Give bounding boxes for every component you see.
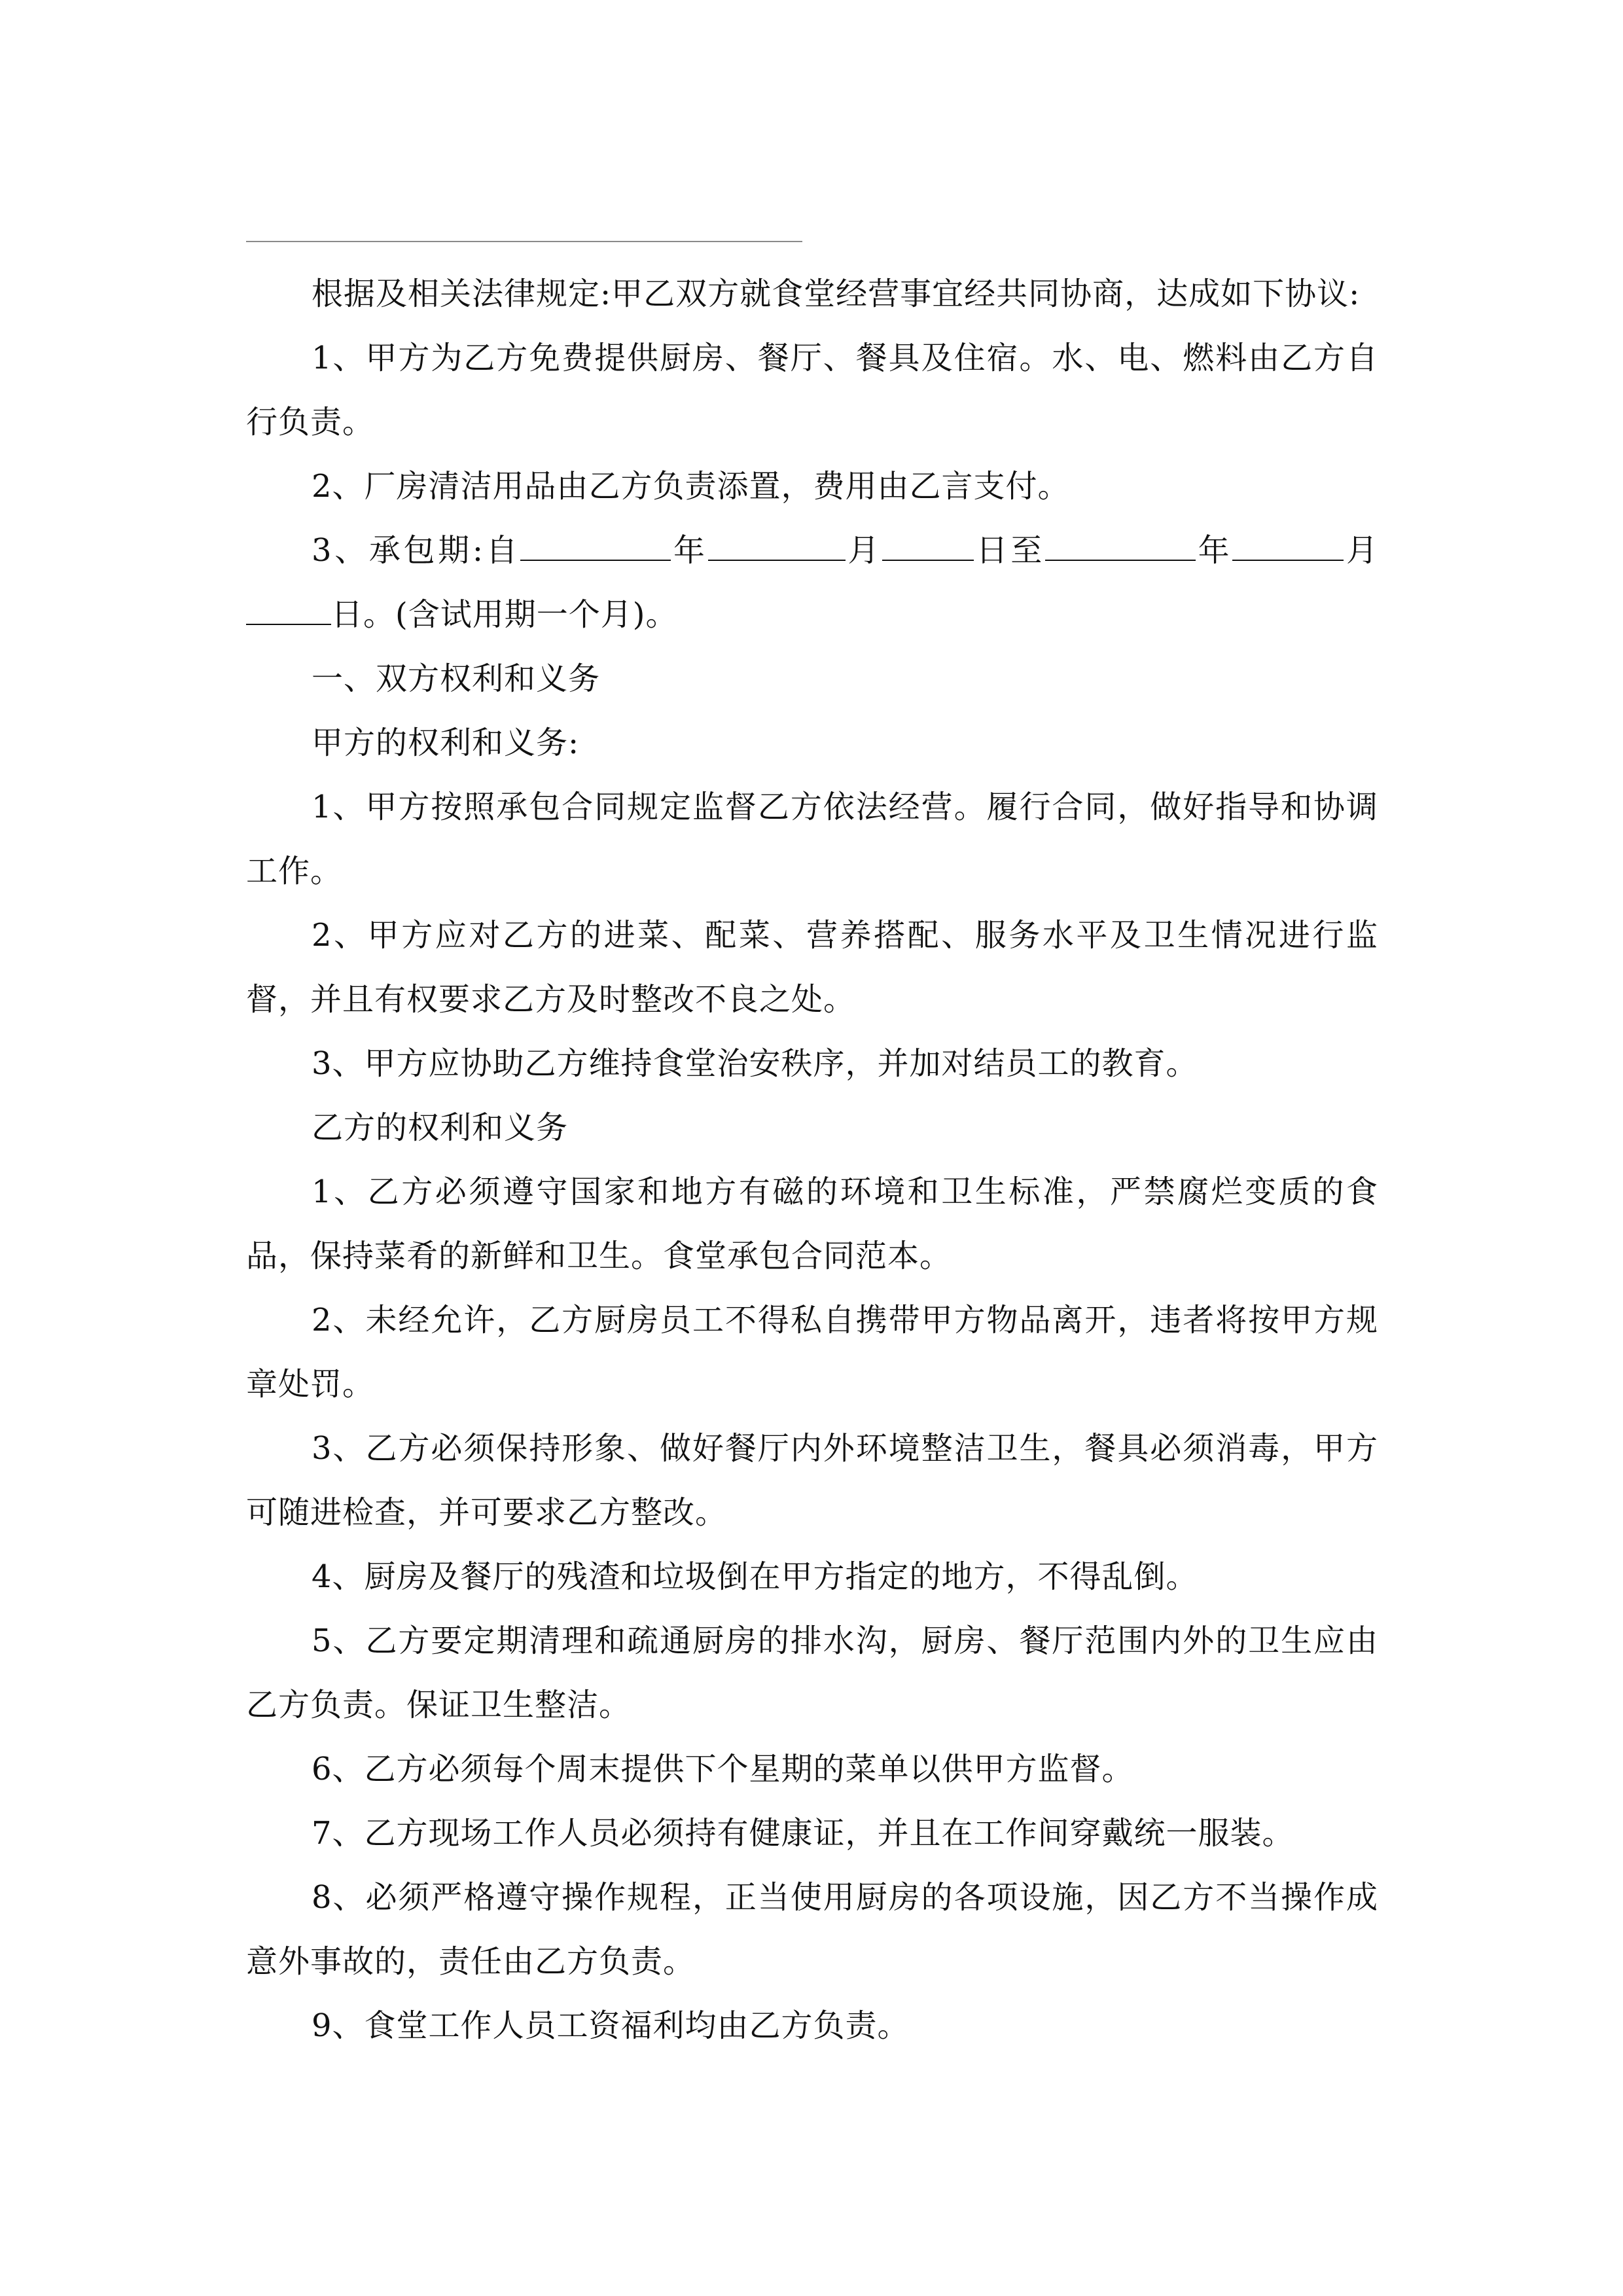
preamble-paragraph: 根据及相关法律规定:甲乙双方就食堂经营事宜经共同协商，达成如下协议: xyxy=(312,276,1361,312)
party-b-item: 7、乙方现场工作人员必须持有健康证，并且在工作间穿戴统一服装。 xyxy=(312,1815,1294,1852)
party-b-item: 6、乙方必须每个周末提供下个星期的菜单以供甲方监督。 xyxy=(312,1751,1134,1787)
term-month-label-1: 月 xyxy=(845,532,882,569)
term-day-label-1: 日至 xyxy=(973,532,1045,569)
term-suffix: 日。(含试用期一个月)。 xyxy=(331,596,678,633)
term-year-label-2: 年 xyxy=(1195,532,1233,569)
blank-end-day xyxy=(246,598,331,625)
term-prefix: 3、承包期:自 xyxy=(312,532,521,569)
clause-2: 2、厂房清洁用品由乙方负责添置，费用由乙言支付。 xyxy=(312,468,1070,505)
party-b-title: 乙方的权利和义务 xyxy=(312,1109,569,1146)
clause-1: 1、甲方为乙方免费提供厨房、餐厅、餐具及住宿。水、电、燃料由乙方自行负责。 xyxy=(246,340,1378,440)
header-rule xyxy=(246,241,802,242)
party-a-item: 1、甲方按照承包合同规定监督乙方依法经营。履行合同，做好指导和协调工作。 xyxy=(246,789,1378,889)
term-month-label-2: 月 xyxy=(1344,532,1378,569)
party-b-item: 3、乙方必须保持形象、做好餐厅内外环境整洁卫生，餐具必须消毒，甲方可随进检查，并可要求乙方整改。 xyxy=(246,1430,1378,1531)
party-b-item: 4、厨房及餐厅的残渣和垃圾倒在甲方指定的地方，不得乱倒。 xyxy=(312,1558,1198,1595)
blank-start-day xyxy=(882,533,974,561)
party-a-title: 甲方的权利和义务: xyxy=(312,725,580,761)
party-b-item: 9、食堂工作人员工资福利均由乙方负责。 xyxy=(312,2007,910,2044)
party-a-item: 2、甲方应对乙方的进菜、配菜、营养搭配、服务水平及卫生情况进行监督，并且有权要求乙方及时整改不良之处。 xyxy=(246,917,1378,1018)
blank-start-month xyxy=(708,533,846,561)
contract-body xyxy=(246,262,1378,2058)
section-title-rights: 一、双方权利和义务 xyxy=(312,660,601,697)
party-b-item: 1、乙方必须遵守国家和地方有磁的环境和卫生标准，严禁腐烂变质的食品，保持菜肴的新鲜和卫生。食堂承包合同范本。 xyxy=(246,1174,1378,1274)
party-b-item: 2、未经允许，乙方厨房员工不得私自携带甲方物品离开，违者将按甲方规章处罚。 xyxy=(246,1302,1378,1403)
party-b-item: 5、乙方要定期清理和疏通厨房的排水沟，厨房、餐厅范围内外的卫生应由乙方负责。保证卫生整洁。 xyxy=(246,1623,1378,1723)
blank-end-year xyxy=(1045,533,1196,561)
blank-start-year xyxy=(520,533,671,561)
party-a-item: 3、甲方应协助乙方维持食堂治安秩序，并加对结员工的教育。 xyxy=(312,1045,1198,1082)
party-b-item: 8、必须严格遵守操作规程，正当使用厨房的各项设施，因乙方不当操作成意外事故的，责任由乙方负责。 xyxy=(246,1879,1378,1980)
clause-3-term xyxy=(246,518,1378,647)
term-year-label-1: 年 xyxy=(671,532,708,569)
blank-end-month xyxy=(1232,533,1344,561)
